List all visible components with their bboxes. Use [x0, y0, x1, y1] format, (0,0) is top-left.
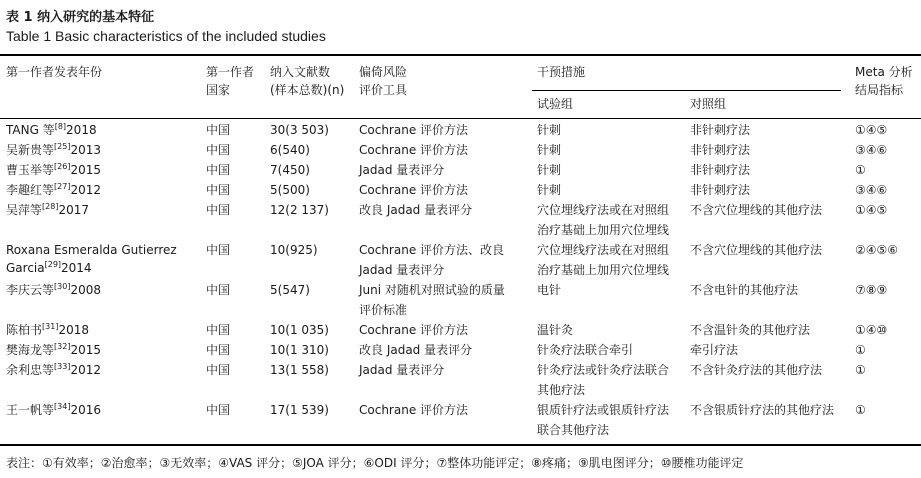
trial-group-cell: 穴位埋线疗法或在对照组: [537, 243, 670, 257]
trial-group-cell: 穴位埋线疗法或在对照组: [537, 203, 670, 217]
country-cell: 中国: [206, 203, 231, 217]
header-author-year: 第一作者发表年份: [6, 65, 103, 79]
author-name: 樊海龙等: [6, 343, 55, 357]
publication-year: 2015: [70, 343, 101, 357]
control-group-cell: 非针刺疗法: [690, 163, 751, 177]
bias-tool-cell: Cochrane 评价方法: [359, 143, 469, 157]
outcome-indicator-cell: ③④⑥: [855, 143, 888, 157]
bias-tool-cell: Cochrane 评价方法: [359, 123, 469, 137]
country-cell: 中国: [206, 363, 231, 377]
author-year-cell: [6, 201, 89, 219]
country-cell: 中国: [206, 323, 231, 337]
trial-group-cell: 其他疗法: [537, 383, 586, 397]
country-cell: 中国: [206, 143, 231, 157]
country-cell: 中国: [206, 403, 231, 417]
publication-year: 2017: [58, 203, 89, 217]
reference-number: [30]: [54, 282, 71, 291]
header-count-line2: (样本总数)(n): [270, 83, 345, 97]
trial-group-cell: 温针灸: [537, 323, 574, 337]
header-bias-line2: 评价工具: [359, 83, 408, 97]
outcome-indicator-cell: ①: [855, 403, 866, 417]
author-year-cell: [6, 341, 101, 359]
author-name: 曹玉举等: [6, 163, 55, 177]
publication-year: 2012: [70, 363, 101, 377]
reference-number: [28]: [42, 202, 59, 211]
trial-group-cell: 针灸疗法联合牵引: [537, 343, 634, 357]
trial-group-cell: 联合其他疗法: [537, 423, 610, 437]
bias-tool-cell: Cochrane 评价方法: [359, 183, 469, 197]
control-group-cell: 不含穴位埋线的其他疗法: [690, 243, 823, 257]
study-count-cell: 30(3 503): [270, 123, 329, 137]
control-group-cell: 不含温针灸的其他疗法: [690, 323, 811, 337]
reference-number: [27]: [54, 182, 71, 191]
reference-number: [25]: [54, 142, 71, 151]
author-year-cell: [6, 281, 101, 299]
study-count-cell: 7(450): [270, 163, 310, 177]
study-count-cell: 5(547): [270, 283, 310, 297]
trial-group-cell: 针刺: [537, 163, 562, 177]
bias-tool-cell: 评价标准: [359, 303, 408, 317]
header-meta-line2: 结局指标: [855, 83, 904, 97]
publication-year: 2015: [70, 163, 101, 177]
author-year-cell: [6, 361, 101, 379]
outcome-indicator-cell: ①④⑤: [855, 123, 888, 137]
control-group-cell: 牵引疗法: [690, 343, 739, 357]
header-meta-line1: Meta 分析: [855, 65, 913, 79]
country-cell: 中国: [206, 163, 231, 177]
trial-group-cell: 电针: [537, 283, 562, 297]
reference-number: [33]: [54, 362, 71, 371]
bias-tool-cell: Cochrane 评价方法: [359, 403, 469, 417]
author-year-cell: [6, 241, 177, 277]
table-note: 表注：①有效率；②治愈率；③无效率；④VAS 评分；⑤JOA 评分；⑥ODI 评分；⑦整体功能评定；⑧疼痛；⑨肌电图评分；⑩腰椎功能评定: [6, 456, 744, 470]
bias-tool-cell: Jadad 量表评分: [359, 163, 445, 177]
bottom-rule: [0, 444, 921, 446]
control-group-cell: 非针刺疗法: [690, 123, 751, 137]
country-cell: 中国: [206, 343, 231, 357]
author-year-cell: [6, 141, 101, 159]
country-cell: 中国: [206, 243, 231, 257]
bias-tool-cell: 改良 Jadad 量表评分: [359, 343, 473, 357]
author-name: Roxana Esmeralda Gutierrez: [6, 243, 177, 257]
header-bias-line1: 偏倚风险: [359, 65, 408, 79]
author-name: 王一帆等: [6, 403, 55, 417]
header-rule: [0, 118, 921, 119]
trial-group-cell: 针刺: [537, 143, 562, 157]
author-name-continued: Garcia: [6, 261, 45, 275]
header-trial-group: 试验组: [537, 97, 574, 111]
bias-tool-cell: Jadad 量表评分: [359, 263, 445, 277]
reference-number: [29]: [44, 260, 62, 269]
control-group-cell: 不含电针的其他疗法: [690, 283, 799, 297]
study-count-cell: 5(500): [270, 183, 310, 197]
header-control-group: 对照组: [690, 97, 727, 111]
author-year-cell: [6, 181, 101, 199]
outcome-indicator-cell: ⑦⑧⑨: [855, 283, 888, 297]
header-country-line1: 第一作者: [206, 65, 255, 79]
header-count-line1: 纳入文献数: [270, 65, 331, 79]
reference-number: [31]: [42, 322, 59, 331]
outcome-indicator-cell: ③④⑥: [855, 183, 888, 197]
bias-tool-cell: Juni 对随机对照试验的质量: [359, 283, 505, 297]
reference-number: [8]: [54, 122, 67, 131]
top-rule: [0, 54, 921, 56]
author-year-cell: [6, 121, 97, 139]
country-cell: 中国: [206, 283, 231, 297]
reference-number: [26]: [54, 162, 71, 171]
control-group-cell: 不含针灸疗法的其他疗法: [690, 363, 823, 377]
control-group-cell: 非针刺疗法: [690, 183, 751, 197]
trial-group-cell: 治疗基础上加用穴位埋线: [537, 223, 670, 237]
publication-year: 2014: [61, 261, 92, 275]
control-group-cell: 非针刺疗法: [690, 143, 751, 157]
outcome-indicator-cell: ①④⑤: [855, 203, 888, 217]
control-group-cell: 不含银质针疗法的其他疗法: [690, 403, 835, 417]
header-intervention: 干预措施: [537, 65, 586, 79]
publication-year: 2018: [58, 323, 89, 337]
author-name: 吴萍等: [6, 203, 43, 217]
author-year-cell: [6, 401, 101, 419]
bias-tool-cell: Cochrane 评价方法、改良: [359, 243, 505, 257]
outcome-indicator-cell: ①④⑩: [855, 323, 888, 337]
publication-year: 2016: [70, 403, 101, 417]
author-year-cell: [6, 321, 89, 339]
author-name: 余利忠等: [6, 363, 55, 377]
trial-group-cell: 针灸疗法或针灸疗法联合: [537, 363, 670, 377]
outcome-indicator-cell: ①: [855, 343, 866, 357]
publication-year: 2018: [66, 123, 97, 137]
study-count-cell: 17(1 539): [270, 403, 329, 417]
publication-year: 2008: [70, 283, 101, 297]
outcome-indicator-cell: ①: [855, 363, 866, 377]
publication-year: 2012: [70, 183, 101, 197]
trial-group-cell: 银质针疗法或银质针疗法: [537, 403, 670, 417]
country-cell: 中国: [206, 123, 231, 137]
author-name: 陈柏书: [6, 323, 43, 337]
publication-year: 2013: [70, 143, 101, 157]
outcome-indicator-cell: ①: [855, 163, 866, 177]
study-count-cell: 12(2 137): [270, 203, 329, 217]
study-count-cell: 13(1 558): [270, 363, 329, 377]
control-group-cell: 不含穴位埋线的其他疗法: [690, 203, 823, 217]
trial-group-cell: 针刺: [537, 183, 562, 197]
author-name: 李庆云等: [6, 283, 55, 297]
trial-group-cell: 治疗基础上加用穴位埋线: [537, 263, 670, 277]
trial-group-cell: 针刺: [537, 123, 562, 137]
author-name: TANG 等: [6, 123, 55, 137]
author-name: 吴新贵等: [6, 143, 55, 157]
author-name: 李趣红等: [6, 183, 55, 197]
study-count-cell: 10(1 035): [270, 323, 329, 337]
table-title-english: Table 1 Basic characteristics of the included studies: [6, 28, 326, 44]
bias-tool-cell: Jadad 量表评分: [359, 363, 445, 377]
study-count-cell: 10(1 310): [270, 343, 329, 357]
study-count-cell: 10(925): [270, 243, 318, 257]
author-year-cell: [6, 161, 101, 179]
outcome-indicator-cell: ②④⑤⑥: [855, 243, 899, 257]
reference-number: [32]: [54, 342, 71, 351]
country-cell: 中国: [206, 183, 231, 197]
table-title-chinese: 表 1 纳入研究的基本特征: [6, 10, 155, 25]
header-subrule: [532, 90, 841, 91]
bias-tool-cell: Cochrane 评价方法: [359, 323, 469, 337]
reference-number: [34]: [54, 402, 71, 411]
bias-tool-cell: 改良 Jadad 量表评分: [359, 203, 473, 217]
header-country-line2: 国家: [206, 83, 231, 97]
study-count-cell: 6(540): [270, 143, 310, 157]
